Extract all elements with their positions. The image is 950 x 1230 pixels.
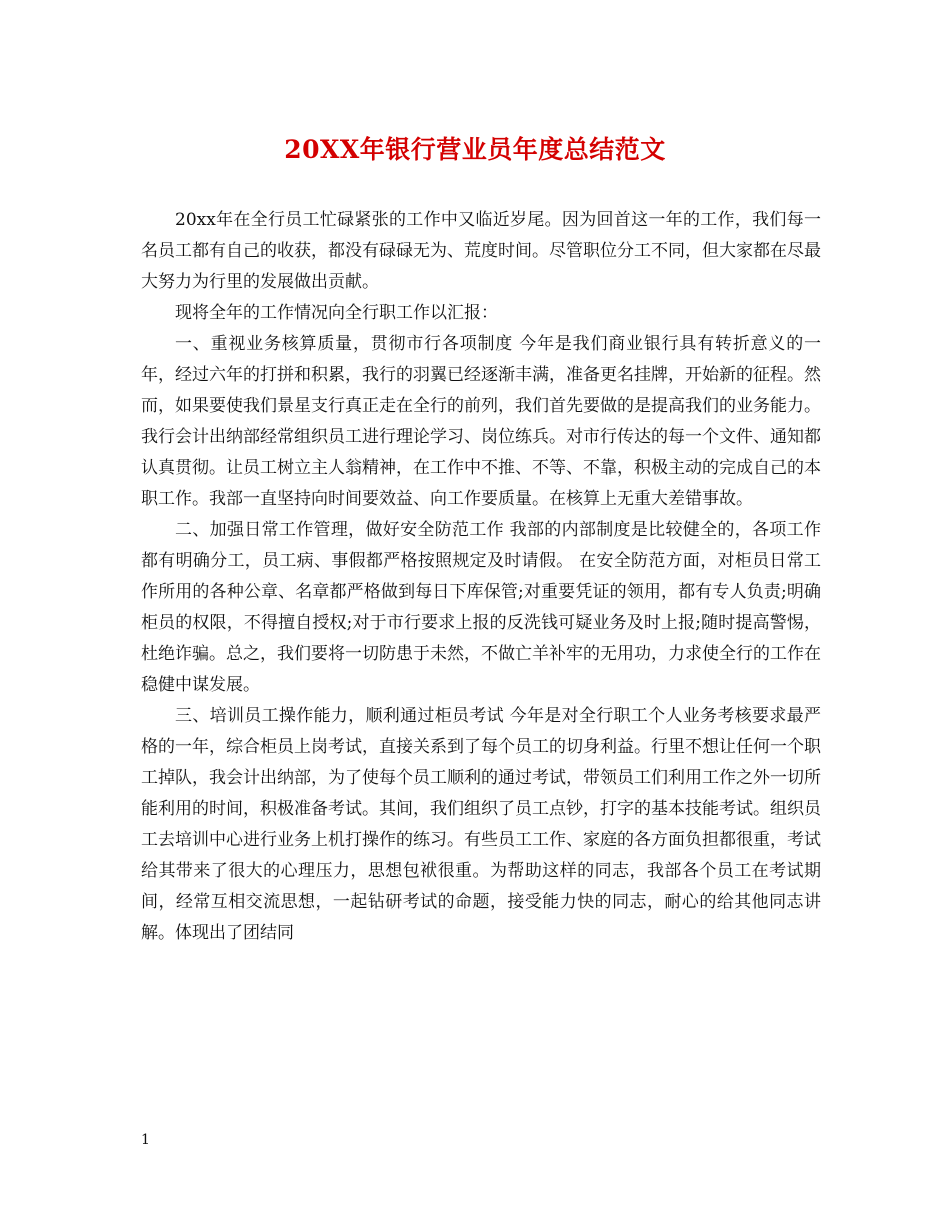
document-body [141, 205, 821, 949]
page-number: 1 [141, 1132, 150, 1148]
paragraph-section-one: 一、重视业务核算质量，贯彻市行各项制度 今年是我们商业银行具有转折意义的一年，经过六年的打拼和积累，我行的羽翼已经逐渐丰满，准备更名挂牌，开始新的征程。然而，如果要使我们景星支行真正走在全行的前列，我们首先要做的是提高我们的业务能力。我行会计出纳部经常组织员工进行理论学习、岗位练兵。对市行传达的每一个文件、通知都认真贯彻。让员工树立主人翁精神，在工作中不推、不等、不靠，积极主动的完成自己的本职工作。我部一直坚持向时间要效益、向工作要质量。在核算上无重大差错事故。 [141, 334, 821, 509]
paragraph-section-three: 三、培训员工操作能力，顺利通过柜员考试 今年是对全行职工个人业务考核要求最严格的一年，综合柜员上岗考试，直接关系到了每个员工的切身利益。行里不想让任何一个职工掉队，我会计出纳部，为了使每个员工顺利的通过考试，带领员工们利用工作之外一切所能利用的时间，积极准备考试。其间，我们组织了员工点钞，打字的基本技能考试。组织员工去培训中心进行业务上机打操作的练习。有些员工工作、家庭的各方面负担都很重，考试给其带来了很大的心理压力，思想包袱很重。为帮助这样的同志，我部各个员工在考试期间，经常互相交流思想，一起钻研考试的命题，接受能力快的同志，耐心的给其他同志讲解。体现出了团结同 [141, 706, 821, 943]
paragraph-report-lead: 现将全年的工作情况向全行职工作以汇报： [175, 303, 498, 323]
paragraph-section-two: 二、加强日常工作管理，做好安全防范工作 我部的内部制度是比较健全的，各项工作都有明确分工，员工病、事假都严格按照规定及时请假。 在安全防范方面，对柜员日常工作所用的各种公章、名章都严格做到每日下库保管;对重要凭证的领用，都有专人负责;明确柜员的权限，不得擅自授权;对于市行要求上报的反洗钱可疑业务及时上报;随时提高警惕，杜绝诈骗。总之，我们要将一切防患于未然，不做亡羊补牢的无用功，力求使全行的工作在稳健中谋发展。 [141, 520, 821, 695]
paragraph-intro: 20xx年在全行员工忙碌紧张的工作中又临近岁尾。因为回首这一年的工作，我们每一名员工都有自己的收获，都没有碌碌无为、荒度时间。尽管职位分工不同，但大家都在尽最大努力为行里的发展做出贡献。 [141, 210, 821, 292]
document-title: 20XX年银行营业员年度总结范文 [284, 135, 666, 164]
